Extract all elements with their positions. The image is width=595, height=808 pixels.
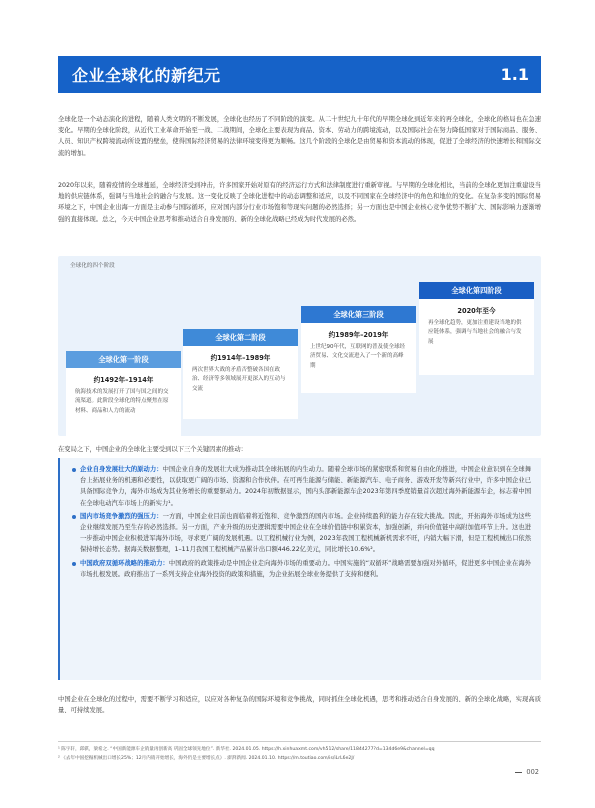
section-header [58,56,541,93]
factor-title: 中国政府双循环战略的推动力： [80,559,169,567]
bullet-icon [72,515,76,519]
footnote-1: ¹ 陈宇轩，邱骐，梁希之. “中国新能源车企销量再创新高 巩固全球领先地位”. 新华社. 2024.01.05. https://h.xinhuaxmt.com/vh512/share/11844277?d=134d6e9&channel=qq [58,747,435,752]
stage-period-3: 约1989年–2019年 [328,331,389,339]
footnote-2: ² 《去年中国挖掘机械出口增长25%；12月内销开始增长，海外仍是主要增长点》. 澎湃新闻. 2024.01.10. https://m.toutiao.com/is/iLrL6e2J/ [58,756,355,761]
factor-item [72,558,531,580]
paragraph-conclusion: 中国企业在全球化的过程中，需要不断学习和适应，以应对各种复杂的国际环境和竞争挑战，同时抓住全球化机遇，思考和推动适合自身发展的、新的全球化战略，实现高质量、可持续发展。 [58,696,541,715]
bullet-icon [72,468,76,472]
factor-text: 一方面，中国企业目前也面临着将近饱和、竞争激烈的国内市场。企业持续盈利的能力存在较大挑战。因此，开拓海外市场成为这些企业继续发展乃至生存的必然选择。另一方面，产业升级的历史逻辑需要中国企业在全球价值链中积累资本，加强创新，并向价值链中高附加值环节上升。这也进一步推动中国企业积极进军海外市场，寻求更广阔的发展机遇。以工程机械行业为例，2023年我国工程机械新机需求不旺，内销大幅下滑，但是工程机械出口依然保持增长态势。据海关数据整理，1–11月我国工程机械产品累计出口额446.22亿美元，同比增长10.6%²。 [80,512,532,554]
stage-period-4: 2020年至今 [457,307,496,315]
stage-desc-4: 再全球化趋势，更加注重建设当地的供应链体系，强调与当地社会的融合与发展 [428,320,522,345]
stage-card-4 [419,282,534,375]
factors-lead-text: 在变局之下，中国企业的全球化主要受到以下三个关键因素的推动： [58,446,247,453]
stage-desc-1: 航海技术的发展打开了国与国之间的交流渠道。此阶段全球化的特点聚焦在原材料、商品和人力的流动 [75,389,169,414]
factor-title: 国内市场竞争激烈的强压力： [80,512,163,520]
stage-card-2 [183,329,298,419]
stage-card-3 [301,306,416,393]
section-title: 企业全球化的新纪元 [72,66,221,85]
footnote-divider [58,741,541,742]
stage-label-3: 全球化第三阶段 [301,306,416,323]
globalization-stages-figure [58,256,541,436]
stage-desc-3: 上世纪90年代，互联网的普及使全球经济贸易、文化交流进入了一个新的高峰期 [310,344,405,369]
page-number-text: 002 [526,768,539,776]
factor-text: 中国企业自身的发展壮大成为推动其全球拓展的内生动力。随着全球市场的紧密联系和贸易自由化的推进，中国企业意识到在全球舞台上拓展业务的机遇和必要性，以获取更广阔的市场、资源和合作伙伴。在可再生能源与储能、新能源汽车、电子商务、游戏开发等新兴行业中，许多中国企业已具备国际竞争力，海外市场成为其业务增长的重要驱动力。2024年初数据显示，国内头部新能源车企2023年第四季度销量首次超过海外新能源车企，标志着中国在全球电动汽车市场上的新实力¹。 [80,466,532,507]
page-dash [515,772,522,773]
paragraph-since-2020: 2020年以来，随着疫情的全球蔓延，全球经济受到冲击，许多国家开始对原有的经济运行方式和法律制度进行重新审视。与早期的全球化相比，当前的全球化更加注重建设当地的供应链体系，强调与当地社会的融合与发展。这一变化反映了全球化进程中的动态调整和适应，以及不同国家在全球经济中的角色和地位的变化。在复杂多变的国际贸易环境之下，中国企业出海一方面是主动参与国际循环，应对国内部分行业市场饱和等现实问题的必然选择；另一方面也是中国企业核心竞争优势不断扩大、国际影响力逐渐增强的直接体现。总之，今天中国企业思考和推动适合自身发展的、新的全球化战略已经成为时代发展的必然。 [58,182,541,223]
stage-label-1: 全球化第一阶段 [66,351,181,368]
stage-label-2: 全球化第二阶段 [183,329,298,346]
page-number [515,768,539,776]
stage-period-2: 约1914年–1989年 [210,354,271,362]
key-factors-box [58,458,541,680]
figure-title: 全球化的四个阶段 [70,263,115,269]
stage-period-1: 约1492年–1914年 [93,376,154,384]
stage-desc-2: 两次世界大战的矛盾否整破各国在政治、经济等多领域展开更深入的互动与交流 [192,367,286,392]
factor-text: 中国政府的政策推动是中国企业走向海外市场的重要动力。中国实施的“双循环”战略需要加强对外循环，促进更多中国企业在海外市场扎根发展。政府推出了一系列支持企业海外投资的政策和措施，为企业拓展全球业务提供了支持和便利。 [80,559,532,578]
bullet-icon [72,562,76,566]
stage-card-1 [66,351,181,436]
factor-item [72,464,531,509]
stage-label-4: 全球化第四阶段 [419,282,534,299]
section-number: 1.1 [500,65,529,84]
paragraph-intro: 全球化是一个动态演化的进程，随着人类文明的不断发展，全球化也经历了不同阶段的演变。从二十世纪九十年代的早期全球化到近年来的再全球化，全球化的格局也在急速变化。早期的全球化阶段，从近代工业革命开始至一战、二战期间，全球化主要表现为商品、资本、劳动力的跨境流动，以及国际社会在努力降低国家对于国际商品、服务、人员、知识产权跨境流动所设置的壁垒，使得国际经济贸易的法律环境变得更为顺畅。这几个阶段的全球化是由贸易和资本流动的体现，促进了全球经济的快速增长和国际交流的增加。 [58,116,541,157]
factor-title: 企业自身发展壮大的原动力： [80,466,163,473]
factor-item [72,511,531,556]
